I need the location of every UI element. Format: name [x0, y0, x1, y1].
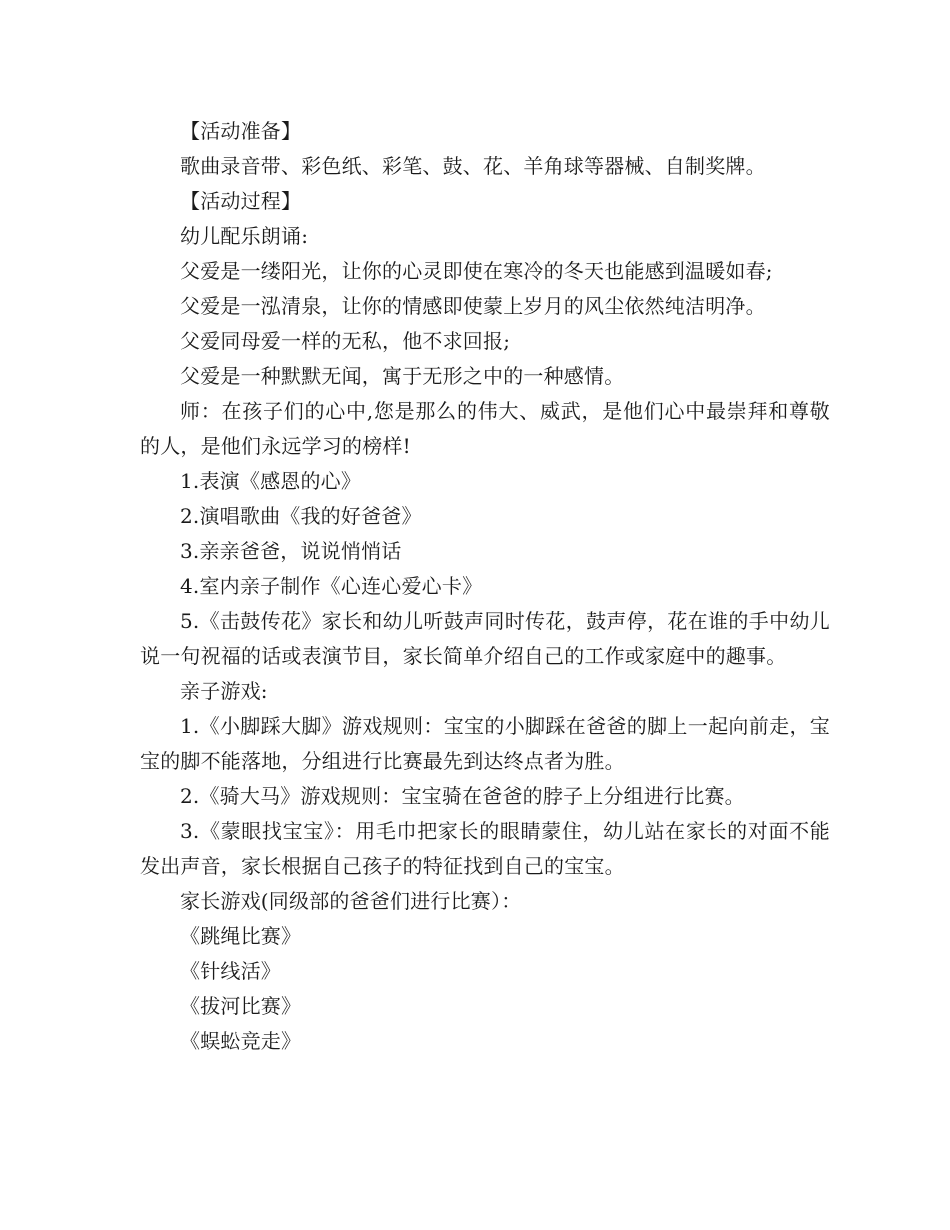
parent-game-1: 《跳绳比赛》	[180, 924, 302, 948]
parent-game-2: 《针线活》	[180, 959, 281, 983]
list-item-2: 2.演唱歌曲《我的好爸爸》	[180, 504, 422, 528]
list-item-1: 1.表演《感恩的心》	[180, 469, 362, 493]
paragraph-poem-line-4: 父爱是一种默默无闻，寓于无形之中的一种感情。	[180, 364, 625, 388]
heading-parent-child-games: 亲子游戏:	[180, 679, 268, 703]
heading-parent-games: 家长游戏(同级部的爸爸们进行比赛）：	[180, 889, 522, 913]
parent-game-4: 《蜈蚣竞走》	[180, 1029, 302, 1053]
heading-activity-preparation: 【活动准备】	[180, 119, 302, 143]
list-item-4: 4.室内亲子制作《心连心爱心卡》	[180, 574, 483, 598]
game-item-1: 1.《小脚踩大脚》游戏规则：宝宝的小脚踩在爸爸的脚上一起向前走，宝宝的脚不能落地，分组进行比赛最先到达终点者为胜。	[140, 714, 830, 773]
parent-game-3: 《拔河比赛》	[180, 994, 302, 1018]
list-item-3: 3.亲亲爸爸，说说悄悄话	[180, 539, 402, 563]
paragraph-recitation-intro: 幼儿配乐朗诵:	[180, 224, 309, 248]
paragraph-teacher-speech: 师：在孩子们的心中,您是那么的伟大、威武，是他们心中最崇拜和尊敬的人，是他们永远学习的榜样!	[140, 399, 830, 458]
document-page	[140, 114, 830, 1059]
paragraph-materials: 歌曲录音带、彩色纸、彩笔、鼓、花、羊角球等器械、自制奖牌。	[180, 154, 766, 178]
paragraph-poem-line-2: 父爱是一泓清泉，让你的情感即使蒙上岁月的风尘依然纯洁明净。	[180, 294, 766, 318]
game-item-3: 3.《蒙眼找宝宝》：用毛巾把家长的眼睛蒙住，幼儿站在家长的对面不能发出声音，家长根据自己孩子的特征找到自己的宝宝。	[140, 819, 830, 878]
heading-activity-process: 【活动过程】	[180, 189, 302, 213]
paragraph-poem-line-1: 父爱是一缕阳光，让你的心灵即使在寒冷的冬天也能感到温暖如春;	[180, 259, 773, 283]
game-item-2: 2.《骑大马》游戏规则：宝宝骑在爸爸的脖子上分组进行比赛。	[180, 784, 745, 808]
list-item-5: 5.《击鼓传花》家长和幼儿听鼓声同时传花，鼓声停，花在谁的手中幼儿说一句祝福的话或表演节目，家长简单介绍自己的工作或家庭中的趣事。	[140, 609, 830, 668]
paragraph-poem-line-3: 父爱同母爱一样的无私，他不求回报;	[180, 329, 511, 353]
